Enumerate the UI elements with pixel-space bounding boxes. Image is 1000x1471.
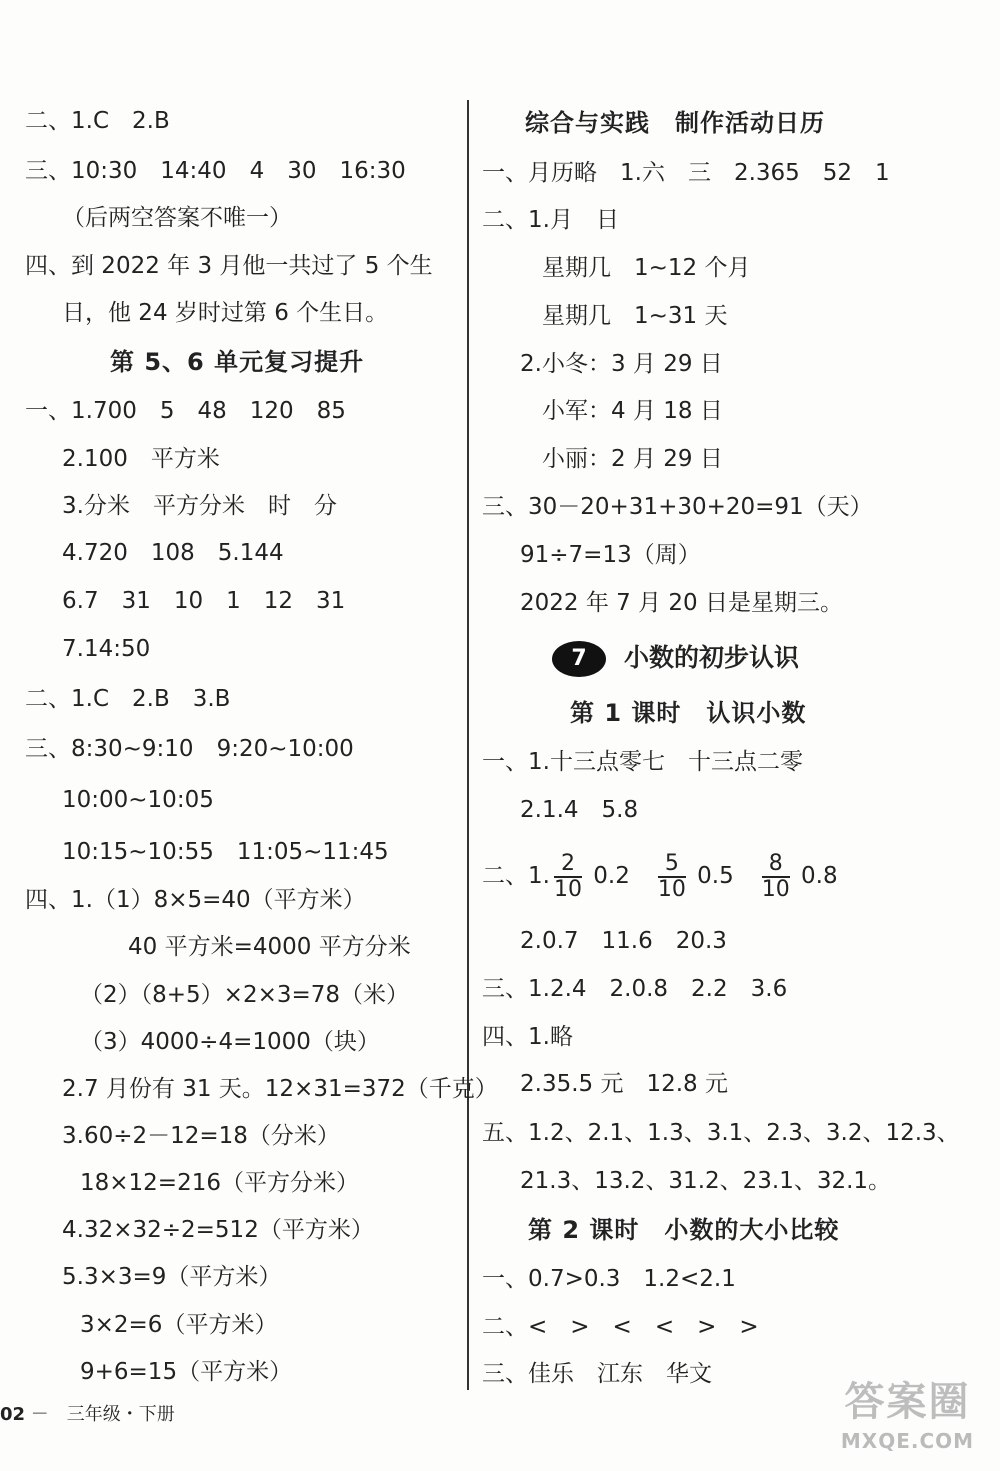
watermark-text: 答案圈: [844, 1379, 971, 1425]
answer-line: 一、1.十三点零七 十三点二零: [482, 749, 803, 775]
answer-line: 四、到 2022 年 3 月他一共过了 5 个生: [25, 253, 433, 279]
lesson-heading: 第 1 课时 认识小数: [570, 699, 807, 727]
decimal-value: 0.2: [593, 863, 630, 889]
fraction-numerator: 8: [762, 852, 790, 878]
answer-line: 四、1.略: [482, 1024, 573, 1050]
watermark-logo: [820, 1378, 995, 1466]
answer-line: 10:15~10:55 11:05~11:45: [62, 839, 389, 865]
answer-line: 2.0.7 11.6 20.3: [520, 928, 727, 954]
answer-line: 91÷7=13（周）: [520, 542, 701, 568]
watermark-url: MXQE.COM: [840, 1429, 975, 1453]
answer-line: 6.7 31 10 1 12 31: [62, 588, 346, 614]
chapter-title: 小数的初步认识: [624, 643, 800, 672]
answer-line: 三、1.2.4 2.0.8 2.2 3.6: [482, 976, 788, 1002]
fraction-denominator: 10: [553, 876, 582, 902]
column-divider: [467, 100, 469, 1390]
lesson-heading: 第 2 课时 小数的大小比较: [528, 1216, 840, 1244]
answer-line: 一、0.7>0.3 1.2<2.1: [482, 1266, 736, 1292]
answer-line: 2.100 平方米: [62, 446, 220, 472]
page-number: 02: [0, 1404, 26, 1425]
answer-line: 3×2=6（平方米）: [80, 1312, 278, 1338]
answer-line: 二、1.月 日: [482, 207, 619, 233]
answer-line: 4.32×32÷2=512（平方米）: [62, 1217, 374, 1243]
answer-line: 3.分米 平方分米 时 分: [62, 493, 337, 519]
answer-line: 2.7 月份有 31 天。12×31=372（千克）: [62, 1076, 498, 1102]
item-prefix: 二、1.: [482, 863, 550, 889]
answer-line: 二、1.C 2.B: [25, 108, 170, 134]
fraction-denominator: 10: [761, 876, 790, 902]
answer-line: 小军：4 月 18 日: [542, 398, 723, 424]
page-footer: [0, 1402, 175, 1428]
answer-line: 21.3、13.2、31.2、23.1、32.1。: [520, 1168, 892, 1194]
answer-line: 五、1.2、2.1、1.3、3.1、2.3、3.2、12.3、: [482, 1120, 960, 1146]
section-heading: 第 5、6 单元复习提升: [110, 348, 365, 376]
chapter-heading: [552, 638, 799, 678]
fraction-numerator: 5: [658, 852, 686, 878]
answer-line: 星期几 1~31 天: [542, 303, 728, 329]
answer-line: 二、< > < < > >: [482, 1314, 759, 1340]
answer-line: 10:00~10:05: [62, 787, 214, 813]
answer-line: 三、30－20+31+30+20=91（天）: [482, 494, 873, 520]
answer-line: 3.60÷2－12=18（分米）: [62, 1123, 340, 1149]
decimal-value: 0.8: [801, 863, 838, 889]
answer-line: 5.3×3=9（平方米）: [62, 1264, 282, 1290]
answer-line: 一、月历略 1.六 三 2.365 52 1: [482, 160, 890, 186]
answer-line: 三、8:30~9:10 9:20~10:00: [25, 736, 354, 762]
answer-line: （后两空答案不唯一）: [62, 205, 292, 231]
unit-number-badge: 7: [552, 641, 606, 677]
section-heading: 综合与实践 制作活动日历: [525, 109, 825, 137]
fraction: [554, 852, 582, 902]
fraction: [762, 852, 790, 902]
answer-line: 2.1.4 5.8: [520, 797, 639, 823]
answer-line: 三、10:30 14:40 4 30 16:30: [25, 158, 406, 184]
answer-line: （3）4000÷4=1000（块）: [80, 1029, 380, 1055]
answer-line: （2）（8+5）×2×3=78（米）: [80, 982, 410, 1008]
answer-line: 星期几 1~12 个月: [542, 255, 751, 281]
book-label: － 三年级・下册: [30, 1404, 175, 1425]
fraction-answer-line: [482, 846, 838, 906]
answer-line: 2022 年 7 月 20 日是星期三。: [520, 590, 843, 616]
answer-line: 18×12=216（平方分米）: [80, 1170, 359, 1196]
answer-line: 40 平方米=4000 平方分米: [128, 934, 411, 960]
answer-line: 2.小冬：3 月 29 日: [520, 351, 723, 377]
answer-line: 2.35.5 元 12.8 元: [520, 1071, 728, 1097]
answer-line: 7.14:50: [62, 636, 151, 662]
fraction: [658, 852, 686, 902]
answer-line: 四、1.（1）8×5=40（平方米）: [25, 887, 366, 913]
fraction-numerator: 2: [554, 852, 582, 878]
answer-line: 二、1.C 2.B 3.B: [25, 686, 231, 712]
fraction-denominator: 10: [657, 876, 686, 902]
answer-line: 一、1.700 5 48 120 85: [25, 398, 346, 424]
decimal-value: 0.5: [697, 863, 734, 889]
answer-line: 三、佳乐 江东 华文: [482, 1361, 712, 1387]
answer-line: 9+6=15（平方米）: [80, 1359, 293, 1385]
answer-line: 日，他 24 岁时过第 6 个生日。: [62, 300, 389, 326]
answer-line: 小丽：2 月 29 日: [542, 446, 723, 472]
answer-line: 4.720 108 5.144: [62, 540, 284, 566]
